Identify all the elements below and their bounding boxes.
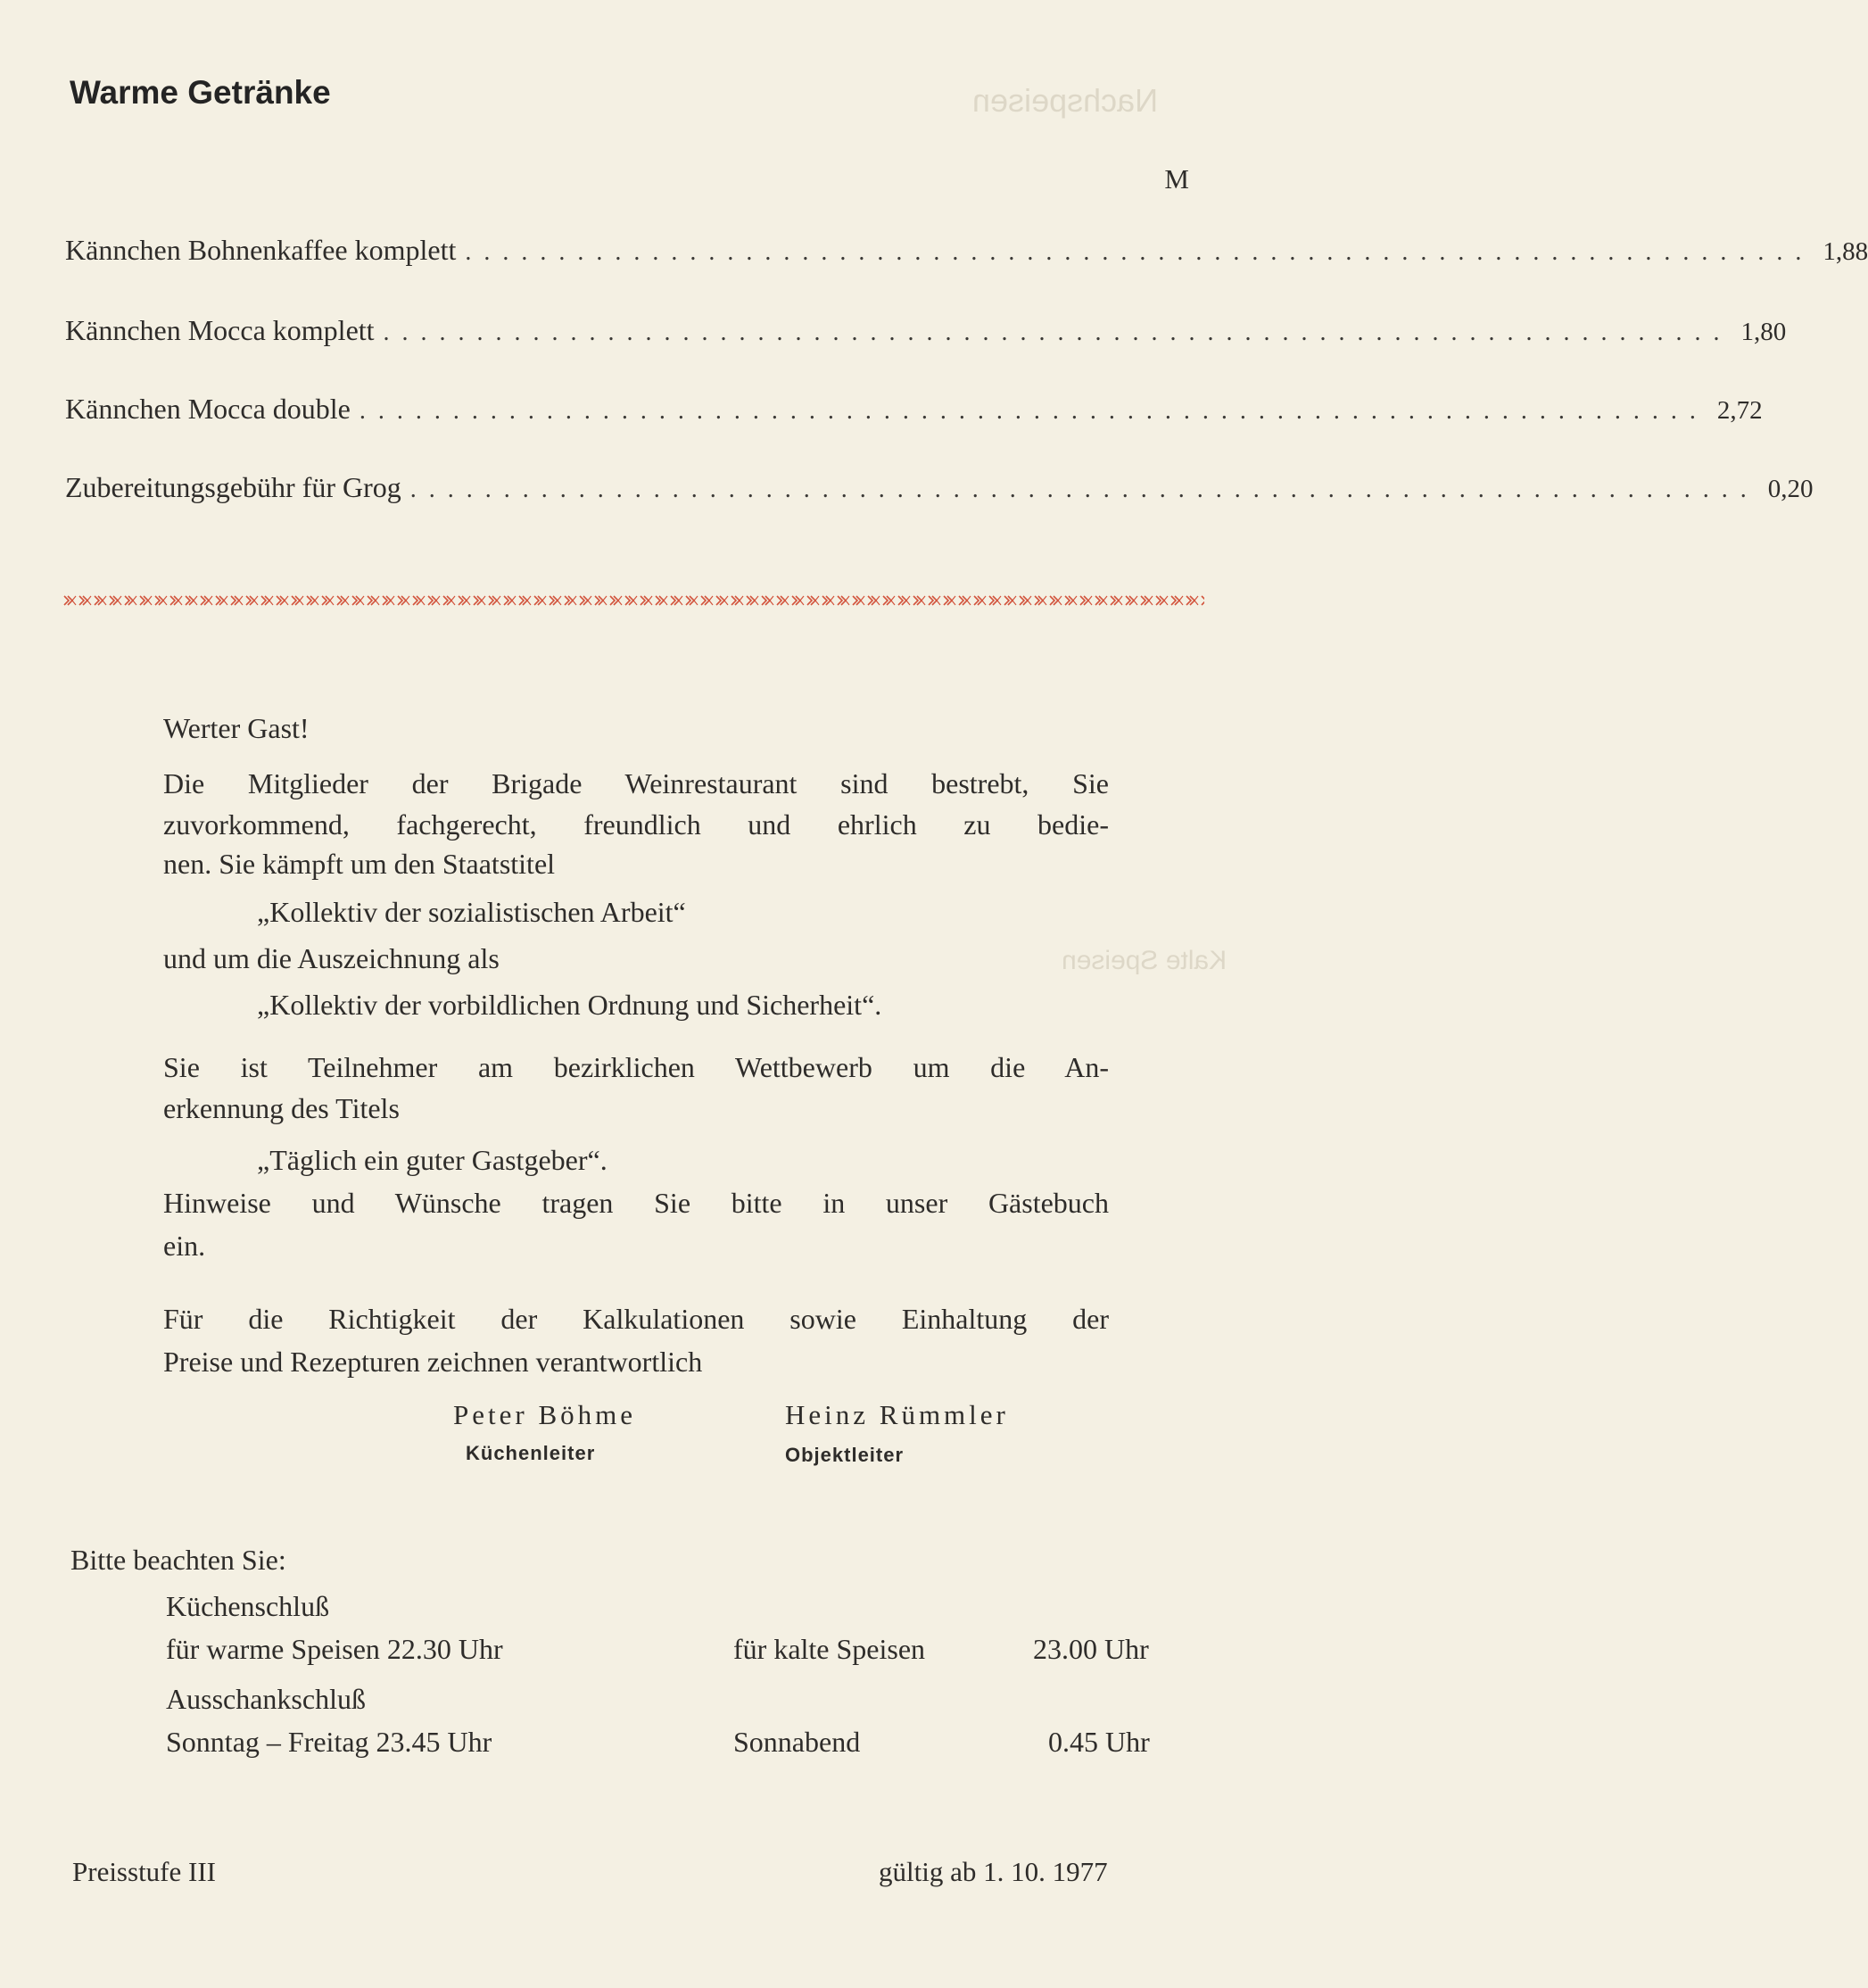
dot-leader: ........................................................................ — [409, 476, 1759, 503]
weekday-time: Sonntag – Freitag 23.45 Uhr — [166, 1726, 492, 1758]
menu-item-price: 1,88 — [1823, 237, 1868, 266]
greeting: Werter Gast! — [163, 712, 310, 744]
menu-item-price: 2,72 — [1716, 396, 1763, 425]
menu-item-price: 0,20 — [1767, 475, 1814, 503]
saturday-label: Sonnabend — [733, 1726, 861, 1758]
message-line: Sie ist Teilnehmer am bezirklichen Wettbewerb um die An- — [163, 1051, 1109, 1083]
message-line: Preise und Rezepturen zeichnen verantwortlich — [163, 1346, 703, 1378]
price-level: Preisstufe III — [72, 1856, 216, 1887]
message-line: ein. — [163, 1230, 206, 1262]
menu-item-name: Kännchen Bohnenkaffee komplett — [65, 234, 457, 266]
menu-item-name: Kännchen Mocca double — [65, 393, 351, 425]
menu-item-name: Kännchen Mocca komplett — [65, 314, 375, 346]
ornament-border — [62, 594, 1204, 607]
dot-leader: ........................................................................ — [359, 397, 1708, 425]
notice-heading: Bitte beachten Sie: — [70, 1544, 286, 1576]
title-quote: „Kollektiv der sozialistischen Arbeit“ — [257, 896, 686, 928]
saturday-time: 0.45 Uhr — [1048, 1726, 1150, 1758]
message-line: zuvorkommend, fachgerecht, freundlich und ehrlich zu bedie- — [163, 808, 1109, 841]
section-heading: Warme Getränke — [70, 74, 331, 111]
dot-leader: ........................................................................ — [383, 319, 1732, 346]
message-line: und um die Auszeichnung als — [163, 942, 500, 974]
bleed-through-cold-heading: Kalte Speisen — [1062, 946, 1227, 975]
kitchen-close-label: Küchenschluß — [166, 1590, 330, 1622]
bleed-through-heading: Nachspeisen — [972, 82, 1159, 119]
message-line: nen. Sie kämpft um den Staatstitel — [163, 848, 556, 880]
message-line: Die Mitglieder der Brigade Weinrestaurant sind bestrebt, Sie — [163, 767, 1109, 799]
menu-item — [65, 471, 1814, 507]
message-line: erkennung des Titels — [163, 1092, 400, 1124]
bar-close-label: Ausschankschluß — [166, 1683, 366, 1715]
title-quote: „Täglich ein guter Gastgeber“. — [257, 1144, 608, 1176]
menu-item-name: Zubereitungsgebühr für Grog — [65, 471, 401, 503]
signature-name-kitchen: Peter Böhme — [453, 1399, 636, 1430]
currency-label: M — [1164, 163, 1189, 195]
signature-name-object: Heinz Rümmler — [785, 1399, 1009, 1430]
valid-from-date: gültig ab 1. 10. 1977 — [879, 1856, 1108, 1887]
menu-item — [65, 314, 1787, 350]
menu-item — [65, 234, 1868, 269]
title-quote: „Kollektiv der vorbildlichen Ordnung und Sicherheit“. — [257, 989, 882, 1021]
warm-dishes-time: für warme Speisen 22.30 Uhr — [166, 1633, 503, 1665]
signature-role-object: Objektleiter — [785, 1444, 905, 1466]
signature-role-kitchen: Küchenleiter — [466, 1442, 596, 1464]
message-line: Hinweise und Wünsche tragen Sie bitte in unser Gästebuch — [163, 1187, 1109, 1219]
menu-item — [65, 393, 1763, 428]
cold-dishes-time: 23.00 Uhr — [1033, 1633, 1149, 1665]
dot-leader: ........................................................................ — [465, 238, 1814, 266]
message-line: Für die Richtigkeit der Kalkulationen sowie Einhaltung der — [163, 1303, 1109, 1335]
cold-dishes-label: für kalte Speisen — [733, 1633, 926, 1665]
menu-item-price: 1,80 — [1740, 318, 1787, 346]
